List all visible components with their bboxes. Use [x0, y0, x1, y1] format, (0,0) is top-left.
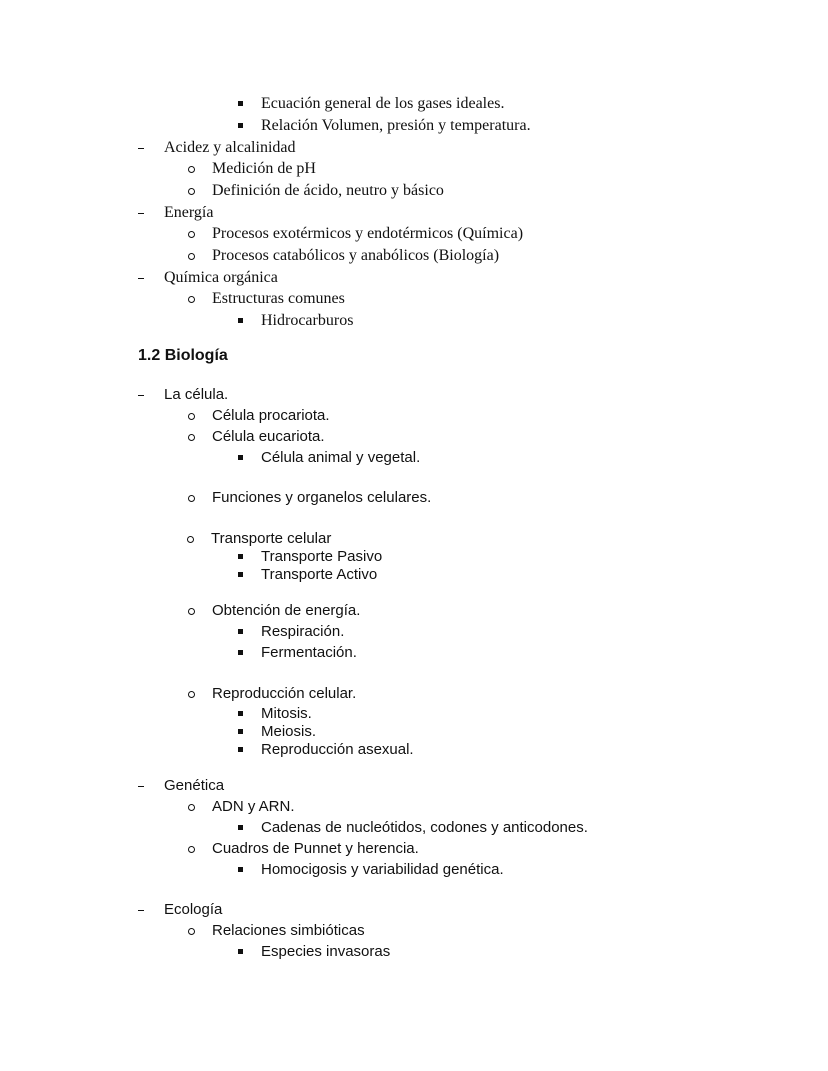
list-item: Transporte celular: [211, 530, 332, 547]
circle-bullet-icon: [188, 413, 195, 420]
square-bullet-icon: [238, 629, 243, 634]
list-item: ADN y ARN.: [212, 798, 295, 815]
list-item: Relaciones simbióticas: [212, 922, 365, 939]
circle-bullet-icon: [188, 231, 195, 238]
list-item: Meiosis.: [261, 723, 317, 740]
dash-bullet-icon: [138, 148, 144, 149]
square-bullet-icon: [238, 101, 243, 106]
circle-bullet-icon: [188, 188, 195, 195]
list-item: Definición de ácido, neutro y básico: [212, 182, 444, 199]
list-item: Célula procariota.: [212, 407, 330, 424]
square-bullet-icon: [238, 729, 243, 734]
dash-bullet-icon: [138, 278, 144, 279]
list-item: Procesos exotérmicos y endotérmicos (Química): [212, 225, 524, 242]
square-bullet-icon: [238, 554, 243, 559]
square-bullet-icon: [238, 711, 243, 716]
topic-energia: Energía: [164, 204, 214, 221]
circle-bullet-icon: [188, 608, 195, 615]
list-item: Estructuras comunes: [212, 290, 345, 307]
topic-acidez: Acidez y alcalinidad: [164, 139, 296, 156]
list-item: Respiración.: [261, 623, 345, 640]
topic-genetica: Genética: [164, 777, 225, 794]
list-item: Mitosis.: [261, 705, 312, 722]
square-bullet-icon: [238, 123, 243, 128]
square-bullet-icon: [238, 747, 243, 752]
list-item: Homocigosis y variabilidad genética.: [261, 861, 504, 878]
list-item: Célula animal y vegetal.: [261, 449, 421, 466]
square-bullet-icon: [238, 949, 243, 954]
dash-bullet-icon: [138, 786, 144, 787]
square-bullet-icon: [238, 650, 243, 655]
circle-bullet-icon: [188, 253, 195, 260]
list-item: Ecuación general de los gases ideales.: [261, 95, 505, 112]
circle-bullet-icon: [188, 846, 195, 853]
list-item: Fermentación.: [261, 644, 357, 661]
list-item: Transporte Pasivo: [261, 548, 383, 565]
list-item: Célula eucariota.: [212, 428, 325, 445]
circle-bullet-icon: [188, 928, 195, 935]
square-bullet-icon: [238, 825, 243, 830]
dash-bullet-icon: [138, 910, 144, 911]
square-bullet-icon: [238, 318, 243, 323]
list-item: Medición de pH: [212, 160, 316, 177]
list-item: Reproducción celular.: [212, 685, 357, 702]
square-bullet-icon: [238, 455, 243, 460]
square-bullet-icon: [238, 867, 243, 872]
topic-quimica-organica: Química orgánica: [164, 269, 278, 286]
dash-bullet-icon: [138, 395, 144, 396]
circle-bullet-icon: [188, 166, 195, 173]
list-item: Relación Volumen, presión y temperatura.: [261, 117, 531, 134]
dash-bullet-icon: [138, 213, 144, 214]
circle-bullet-icon: [188, 495, 195, 502]
section-heading-biologia: 1.2 Biología: [138, 347, 228, 364]
list-item: Cuadros de Punnet y herencia.: [212, 840, 419, 857]
list-item: Transporte Activo: [261, 566, 378, 583]
square-bullet-icon: [238, 572, 243, 577]
topic-ecologia: Ecología: [164, 901, 223, 918]
list-item: Funciones y organelos celulares.: [212, 489, 432, 506]
topic-la-celula: La célula.: [164, 386, 229, 403]
list-item: Hidrocarburos: [261, 312, 354, 329]
circle-bullet-icon: [188, 804, 195, 811]
circle-bullet-icon: [187, 536, 194, 543]
circle-bullet-icon: [188, 434, 195, 441]
circle-bullet-icon: [188, 691, 195, 698]
list-item: Procesos catabólicos y anabólicos (Biología): [212, 247, 500, 264]
list-item: Reproducción asexual.: [261, 741, 414, 758]
list-item: Especies invasoras: [261, 943, 391, 960]
list-item: Obtención de energía.: [212, 602, 361, 619]
circle-bullet-icon: [188, 296, 195, 303]
list-item: Cadenas de nucleótidos, codones y anticodones.: [261, 819, 588, 836]
